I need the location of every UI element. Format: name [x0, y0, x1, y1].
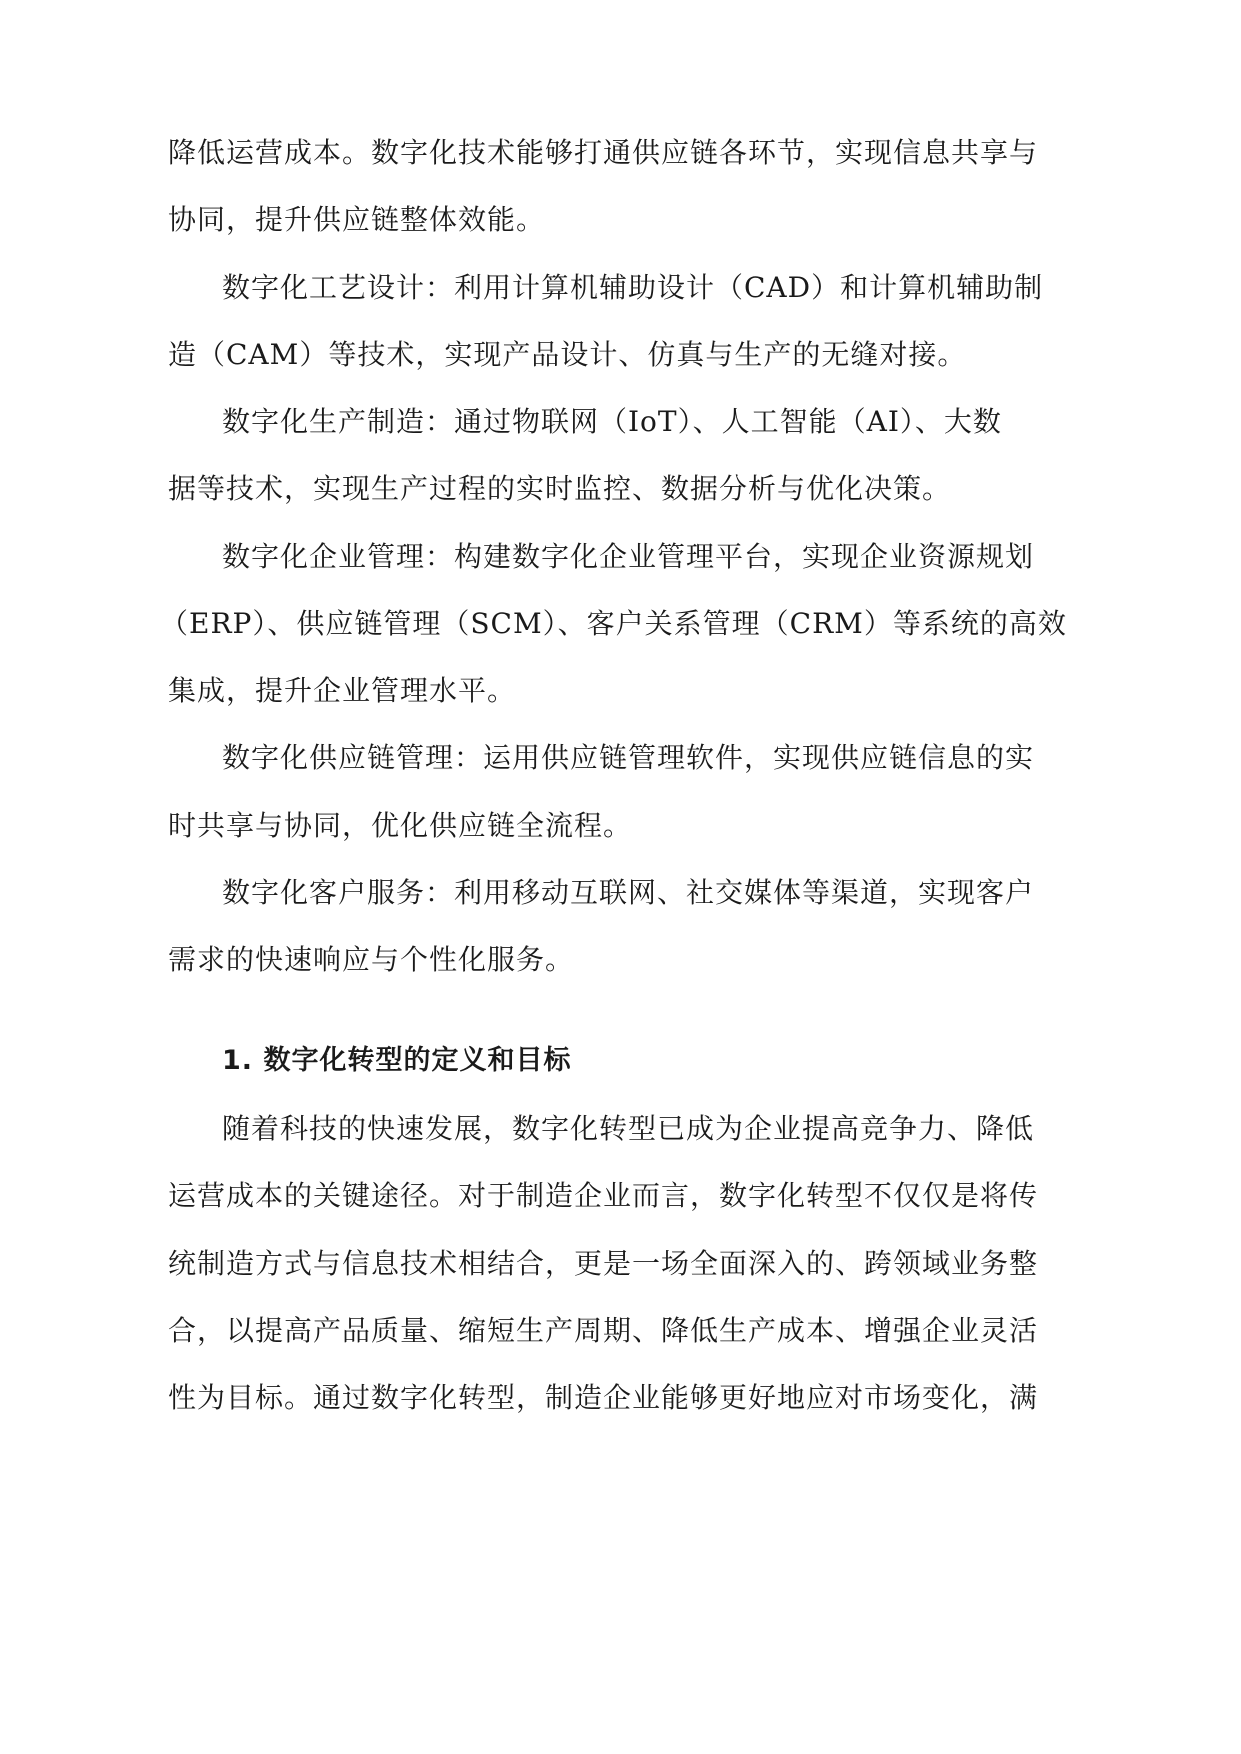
- paragraph-line: [0, 594, 1241, 654]
- paragraph-line: [0, 728, 1241, 788]
- paragraph-line: [0, 1368, 1241, 1428]
- paragraph-line: [0, 190, 1241, 250]
- paragraph-line: [0, 459, 1241, 519]
- paragraph-text: 随着科技的快速发展，数字化转型已成为企业提高竞争力、降低: [222, 1112, 1035, 1145]
- paragraph-text: 数字化生产制造：通过物联网（IoT）、人工智能（AI）、大数: [222, 405, 1002, 438]
- paragraph-text: 数字化工艺设计：利用计算机辅助设计（CAD）和计算机辅助制: [222, 271, 1044, 304]
- paragraph-text: 数字化企业管理：构建数字化企业管理平台，实现企业资源规划: [222, 540, 1035, 573]
- paragraph-text: 造（CAM）等技术，实现产品设计、仿真与生产的无缝对接。: [168, 338, 967, 371]
- paragraph-line: [0, 661, 1241, 721]
- paragraph-text: 数字化客户服务：利用移动互联网、社交媒体等渠道，实现客户: [222, 876, 1035, 909]
- paragraph-line: [0, 1234, 1241, 1294]
- paragraph-text: 集成，提升企业管理水平。: [168, 674, 517, 707]
- paragraph-line: [0, 796, 1241, 856]
- paragraph-line: [0, 1099, 1241, 1159]
- paragraph-text: 统制造方式与信息技术相结合，更是一场全面深入的、跨领域业务整: [168, 1247, 1039, 1280]
- paragraph-text: 数字化供应链管理：运用供应链管理软件，实现供应链信息的实: [222, 741, 1035, 774]
- paragraph-line: [0, 930, 1241, 990]
- paragraph-line: [0, 863, 1241, 923]
- paragraph-text: （ERP）、供应链管理（SCM）、客户关系管理（CRM）等系统的高效: [160, 607, 1067, 640]
- paragraph-text: 合，以提高产品质量、缩短生产周期、降低生产成本、增强企业灵活: [168, 1314, 1039, 1347]
- paragraph-text: 降低运营成本。数字化技术能够打通供应链各环节，实现信息共享与: [168, 136, 1039, 169]
- paragraph-text: 时共享与协同，优化供应链全流程。: [168, 809, 633, 842]
- paragraph-text: 需求的快速响应与个性化服务。: [168, 943, 575, 976]
- paragraph-line: [0, 1301, 1241, 1361]
- paragraph-text: 协同，提升供应链整体效能。: [168, 203, 546, 236]
- paragraph-line: [0, 1166, 1241, 1226]
- paragraph-line: [0, 123, 1241, 183]
- paragraph-text: 性为目标。通过数字化转型，制造企业能够更好地应对市场变化，满: [168, 1381, 1039, 1414]
- paragraph-line: [0, 527, 1241, 587]
- section-heading-line: [0, 1031, 1241, 1091]
- paragraph-text: 运营成本的关键途径。对于制造企业而言，数字化转型不仅仅是将传: [168, 1179, 1039, 1212]
- paragraph-line: [0, 325, 1241, 385]
- section-heading: 1. 数字化转型的定义和目标: [222, 1045, 572, 1076]
- paragraph-text: 据等技术，实现生产过程的实时监控、数据分析与优化决策。: [168, 472, 952, 505]
- paragraph-line: [0, 392, 1241, 452]
- paragraph-line: [0, 258, 1241, 318]
